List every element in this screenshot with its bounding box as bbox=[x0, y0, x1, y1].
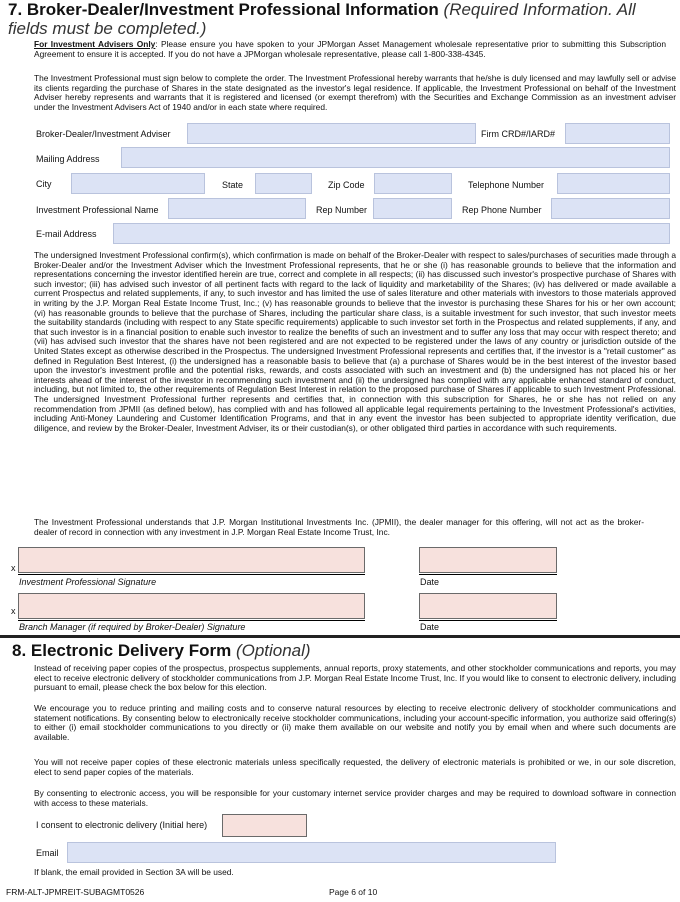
intro-text: The Investment Professional must sign below to complete the order. The Investment Professional hereby warrants that he/she is duly licensed and may lawfully sell or advise its clients regarding the purchase of Shares in the state designated as the investor's legal residence. If applicable, the Investment Professional on behalf of the Investment Adviser hereby represents and warrants that it is registered and licensed (or exempt therefrom) with the Securities and Exchange Commission as an investment adviser under the Investment Advisers Act of 1940 and/or in each state where required. bbox=[34, 73, 676, 112]
telephone-label: Telephone Number bbox=[468, 180, 545, 190]
edelivery-email-field[interactable] bbox=[67, 842, 556, 863]
ip-signature-label: Investment Professional Signature bbox=[19, 577, 157, 587]
broker-dealer-label: Broker-Dealer/Investment Adviser bbox=[36, 129, 171, 139]
ip-name-field[interactable] bbox=[168, 198, 306, 219]
bm-signature-line bbox=[18, 620, 365, 621]
telephone-field[interactable] bbox=[557, 173, 670, 194]
email-blank-note: If blank, the email provided in Section 3A will be used. bbox=[34, 867, 234, 877]
bm-date-label: Date bbox=[420, 622, 440, 632]
section-7-title: 7. Broker-Dealer/Investment Professional Information bbox=[8, 0, 439, 19]
ip-signature-line bbox=[18, 574, 365, 575]
consent-label: I consent to electronic delivery (Initial here) bbox=[36, 820, 208, 830]
rep-number-label: Rep Number bbox=[316, 205, 368, 215]
ip-date-line bbox=[419, 574, 557, 575]
section-8-title: 8. Electronic Delivery Form bbox=[12, 641, 232, 660]
bm-signature-label: Branch Manager (if required by Broker-Dealer) Signature bbox=[19, 622, 246, 632]
rep-number-field[interactable] bbox=[373, 198, 452, 219]
advisers-note bbox=[34, 40, 666, 59]
mailing-address-label: Mailing Address bbox=[36, 154, 100, 164]
ip-signature-field[interactable] bbox=[18, 547, 365, 573]
ip-name-label: Investment Professional Name bbox=[36, 205, 159, 215]
rep-phone-field[interactable] bbox=[551, 198, 670, 219]
consent-initial-field[interactable] bbox=[222, 814, 307, 837]
state-field[interactable] bbox=[255, 173, 312, 194]
broker-dealer-field[interactable] bbox=[187, 123, 476, 144]
advisers-text: : Please ensure you have spoken to your JPMorgan Asset Management wholesale representative prior to submitting this Subscription Agreement to ensure it is accepted. If you do not have a JPMorgan wholesale representative, please call 1-800-338-4345. bbox=[34, 39, 666, 59]
city-field[interactable] bbox=[71, 173, 205, 194]
edelivery-p2: We encourage you to reduce printing and mailing costs and to conserve natural resources by electing to receive electronic delivery of stockholder communications and statement notifications. By consenting below to electronically receive stockholder communications, including your account-specific information, you authorize said offering(s) to either (i) email stockholder communications to you directly or (ii) make them available on our website and notify you by email when and where such documents are available. bbox=[34, 703, 676, 742]
firm-crd-label: Firm CRD#/IARD# bbox=[481, 129, 556, 139]
zip-field[interactable] bbox=[374, 173, 452, 194]
edelivery-p1: Instead of receiving paper copies of the prospectus, prospectus supplements, annual reports, proxy statements, and other stockholder communications and reports, you may elect to receive electronic delivery of stockholder communications from J.P. Morgan Real Estate Income Trust, Inc. If you would like to consent to electronic delivery, including pursuant to email, please check the box below for this election. bbox=[34, 663, 676, 693]
state-label: State bbox=[222, 180, 244, 190]
zip-label: Zip Code bbox=[328, 180, 365, 190]
advisers-label: For Investment Advisers Only bbox=[34, 39, 156, 49]
section-divider bbox=[0, 635, 680, 638]
ip-date-field[interactable] bbox=[419, 547, 557, 573]
section-8-heading bbox=[12, 641, 311, 660]
email-address-field[interactable] bbox=[113, 223, 670, 244]
city-label: City bbox=[36, 179, 52, 189]
bm-date-line bbox=[419, 620, 557, 621]
bm-signature-field[interactable] bbox=[18, 593, 365, 619]
ip-date-label: Date bbox=[420, 577, 440, 587]
page-number: Page 6 of 10 bbox=[329, 887, 378, 897]
jpmii-text: The Investment Professional understands that J.P. Morgan Institutional Investments Inc. (JPMII), the dealer manager for this offering, will not act as the broker-dealer of record in connection with any investment in J.P. Morgan Real Estate Income Trust, Inc. bbox=[34, 517, 644, 537]
sig-x-mark: x bbox=[11, 563, 16, 573]
firm-crd-field[interactable] bbox=[565, 123, 670, 144]
rep-phone-label: Rep Phone Number bbox=[462, 205, 542, 215]
edelivery-email-label: Email bbox=[36, 848, 59, 858]
bm-date-field[interactable] bbox=[419, 593, 557, 619]
sig-x-mark-2: x bbox=[11, 606, 16, 616]
section-7-heading bbox=[8, 0, 672, 38]
edelivery-p3: You will not receive paper copies of these electronic materials unless specifically requested, the delivery of electronic materials is prohibited or we, in our sole discretion, elect to send paper copies of the materials. bbox=[34, 757, 676, 777]
confirmation-text: The undersigned Investment Professional confirm(s), which confirmation is made on behalf of the Broker-Dealer with respect to sales/purchases of securities made through a Broker-Dealer and/or the Investment Adviser which the Investment Professional represents, that he or she (i) has reasonable grounds to believe that the information and representations concerning the investor identified herein are true, correct and complete in all respects; (ii) has discussed such investor's prospective purchase of Shares with such investor; (iii) has advised such investor of all pertinent facts with regard to the lack of liquidity and marketability of the Shares; (iv) has delivered or made available a current Prospectus and related supplements, if any, to such investor and has limited the use of sales literature and other materials with investors to those materials approved in writing by the J.P. Morgan Real Estate Income Trust, Inc.; (v) has reasonable grounds to believe that the investor is purchasing these Shares for his or her own account; (vi) has reasonable grounds to believe that the purchase of Shares, including the particular share class, is a suitable investment for such investor, that such investor meets the suitability standards (including with respect to any State specific requirements) applicable to such investor set forth in the Prospectus and related supplements, if any, and that such investor is in a financial position to enable such investor to realize the benefits of such an investment and to suffer any loss that may occur with respect thereto; and (vii) has advised such investor that the shares have not been registered and are not expected to be registered under the laws of any country or jurisdiction outside of the United States except as otherwise described in the Prospectus. The undersigned Investment Professional represents and certifies that, if the investor is a "retail customer" as defined in Regulation Best Interest, (i) the undersigned has a reasonable basis to believe that (a) a purchase of Shares would be in the best interest of the investor based upon the investor's investment profile and the potential risks, rewards, and costs associated with such an investment and (b) the undersigned has not placed his or her interests ahead of the interest of the investor in recommending such investment and (ii) the undersigned has complied with any applicable enhanced standard of conduct, including, but not limited to, the other requirements of Regulation Best Interest in relation to the proposed purchase of Shares if applicable to such Investment Professional. The undersigned Investment Professional further represents and certifies that, in connection with this subscription for Shares, he or she has not relied on any recommendation from JPMII (as defined below), has complied with and has followed all applicable legal requirements pertaining to the Investment Professional's activities, including Anti-Money Laundering and Customer Identification Programs, and that in any event the investor has been subjected to appropriate identity verification, due diligence, and review by the Broker-Dealer, Investment Adviser, its or their custodian(s), or other obligated third parties in accordance with such requirements. bbox=[34, 250, 676, 433]
mailing-address-field[interactable] bbox=[121, 147, 670, 168]
form-id: FRM-ALT-JPMREIT-SUBAGMT0526 bbox=[6, 887, 145, 897]
section-7-subtitle: (Required Information. All fields must be completed.) bbox=[8, 0, 636, 38]
section-8-subtitle: (Optional) bbox=[235, 641, 311, 660]
email-address-label: E-mail Address bbox=[36, 229, 97, 239]
edelivery-p4: By consenting to electronic access, you will be responsible for your customary internet service provider charges and may be required to download software in connection with access to these materials. bbox=[34, 788, 676, 808]
